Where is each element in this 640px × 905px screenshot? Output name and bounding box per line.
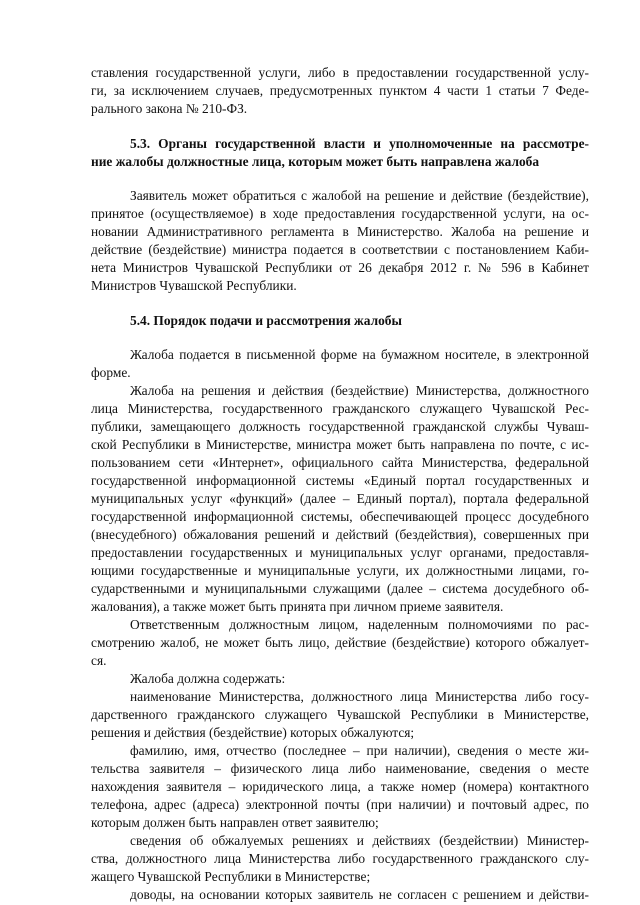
text-line: нахождения заявителя – юридического лица, а также номер (номера) контактного bbox=[91, 779, 589, 794]
text-line: фамилию, имя, отчество (последнее – при наличии), сведения о месте жи- bbox=[130, 743, 589, 758]
text-line: тельства заявителя – физического лица либо наименование, сведения о месте bbox=[91, 761, 589, 776]
text-line: смотрению жалоб, не может быть лицо, действие (бездействие) которого обжалует- bbox=[91, 635, 589, 650]
text-line: пользованием сети «Интернет», официального сайта Министерства, федеральной bbox=[91, 455, 589, 470]
text-line: сударственными и муниципальными служащими (далее – система досудебного об- bbox=[91, 581, 589, 596]
text-line: новании Административного регламента в Министерство. Жалоба на решение и bbox=[91, 224, 589, 239]
text-line: дарственного гражданского служащего Чувашской Республики в Министерстве, bbox=[91, 707, 589, 722]
text-line: Жалоба подается в письменной форме на бумажном носителе, в электронной bbox=[130, 347, 589, 362]
text-line: которым должен быть направлен ответ заявителю; bbox=[91, 815, 379, 830]
text-line: сведения об обжалуемых решениях и действиях (бездействии) Министер- bbox=[130, 833, 589, 848]
text-line: (внесудебного) обжалования решений и действий (бездействия), совершенных при bbox=[91, 527, 589, 542]
section-heading-5-4: 5.4. Порядок подачи и рассмотрения жалобы bbox=[130, 313, 402, 328]
text-line: решения и действия (бездействие) которых обжалуются; bbox=[91, 725, 415, 740]
text-line: доводы, на основании которых заявитель не согласен с решением и действи- bbox=[130, 887, 589, 902]
text-line: форме. bbox=[91, 365, 131, 380]
text-line: ся. bbox=[91, 653, 107, 668]
text-line: предоставлении государственных и муниципальных услуг органами, предоставля- bbox=[91, 545, 589, 560]
text-line: действие (бездействие) министра подается в соответствии с постановлением Каби- bbox=[91, 242, 589, 257]
text-line: муниципальных услуг «функций» (далее – Единый портал), портала федеральной bbox=[91, 491, 589, 506]
text-line: лица Министерства, государственного гражданского служащего Чувашской Рес- bbox=[91, 401, 589, 416]
text-line: нета Министров Чувашской Республики от 26 декабря 2012 г. № 596 в Кабинет bbox=[91, 260, 589, 275]
text-line: ской Республики в Министерстве, министра может быть направлена по почте, с ис- bbox=[91, 437, 589, 452]
text-line: ги, за исключением случаев, предусмотренных пунктом 4 части 1 статьи 7 Феде- bbox=[91, 83, 589, 98]
text-line: наименование Министерства, должностного лица Министерства либо госу- bbox=[130, 689, 589, 704]
text-line: телефона, адрес (адреса) электронной почты (при наличии) и почтовый адрес, по bbox=[91, 797, 589, 812]
text-line: Ответственным должностным лицом, наделенным полномочиями по рас- bbox=[130, 617, 589, 632]
section-heading-5-3: 5.3. Органы государственной власти и уполномоченные на рассмотре- bbox=[130, 136, 589, 151]
text-line: публики, замещающего должность государственной гражданской службы Чуваш- bbox=[91, 419, 589, 434]
text-line: государственной информационной системы «Единый портал государственных и bbox=[91, 473, 589, 488]
text-line: принятое (осуществляемое) в ходе предоставления государственной услуги, на ос- bbox=[91, 206, 589, 221]
text-line: ющими государственные и муниципальные услуги, их должностными лицами, го- bbox=[91, 563, 589, 578]
text-line: Жалоба должна содержать: bbox=[130, 671, 286, 686]
text-line: Жалоба на решения и действия (бездействие) Министерства, должностного bbox=[130, 383, 589, 398]
text-line: рального закона № 210-ФЗ. bbox=[91, 101, 248, 116]
text-line: Министров Чувашской Республики. bbox=[91, 278, 297, 293]
text-line: государственной информационной системы, обеспечивающей процесс досудебного bbox=[91, 509, 589, 524]
text-line: ставления государственной услуги, либо в предоставлении государственной услу- bbox=[91, 65, 589, 80]
section-heading-5-3: ние жалобы должностные лица, которым может быть направлена жалоба bbox=[91, 154, 540, 169]
text-line: жалования), а также может быть принята при личном приеме заявителя. bbox=[91, 599, 504, 614]
text-line: жащего Чувашской Республики в Министерстве; bbox=[91, 869, 371, 884]
text-line: ства, должностного лица Министерства либо государственного гражданского слу- bbox=[91, 851, 589, 866]
text-line: Заявитель может обратиться с жалобой на решение и действие (бездействие), bbox=[130, 188, 589, 203]
